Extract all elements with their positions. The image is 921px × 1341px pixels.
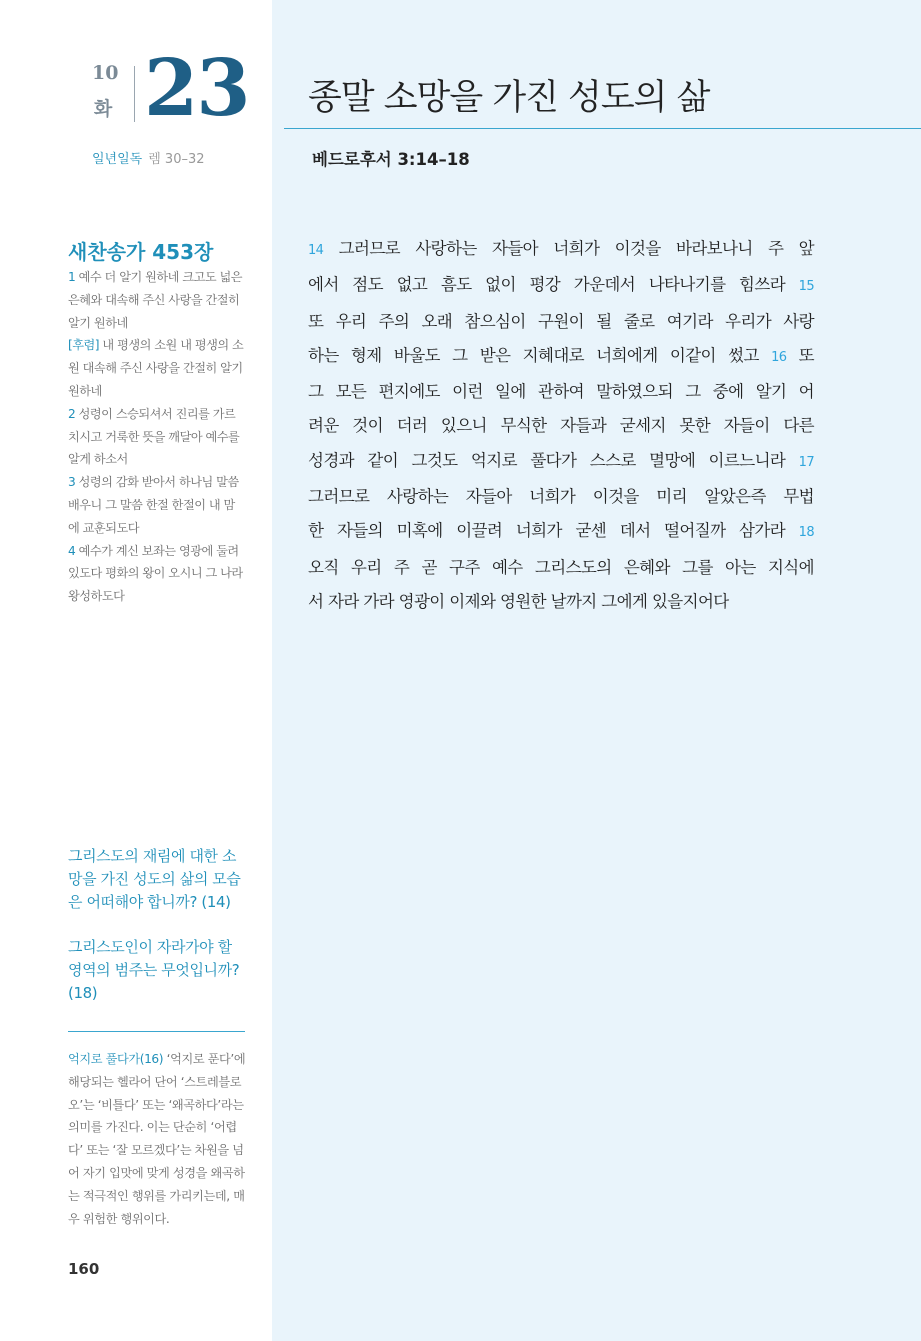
- verse-number: 18: [798, 525, 814, 541]
- hymn-verse: [68, 471, 246, 539]
- scripture-line: [308, 551, 814, 585]
- verse-text: 또 우리 주의 오래 참으심이 구원이 될 줄로 여기라 우리가 사랑: [308, 311, 814, 331]
- scripture-line: [308, 514, 814, 550]
- scripture-line: [308, 409, 814, 443]
- hymn-verse-text: 예수 더 알기 원하네 크고도 넓은 은혜와 대속해 주신 사랑을 간절히 알기 원하네: [68, 270, 243, 330]
- question: 그리스도의 재림에 대한 소망을 가진 성도의 삶의 모습은 어떠해야 합니까? (14): [68, 847, 241, 911]
- hymn-verse-number: 2: [68, 406, 76, 421]
- hymn-verse-text: 성령의 감화 받아서 하나님 말씀 배우니 그 말씀 한절 한절이 내 맘에 교훈되도다: [68, 475, 239, 535]
- verse-text: 하는 형제 바울도 그 받은 지혜대로 너희에게 이같이 썼고: [308, 345, 772, 365]
- hymn-verse-number: 3: [68, 475, 76, 490]
- scripture-text: [308, 232, 814, 619]
- verse-number: 14: [308, 243, 324, 258]
- verse-text: 한 자들의 미혹에 이끌려 너희가 굳센 데서 떨어질까 삼가라: [308, 521, 799, 541]
- verse-text: 그 모든 편지에도 이런 일에 관하여 말하였으되 그 중에 알기 어: [308, 382, 814, 402]
- hymn-title: 새찬송가 453장: [68, 240, 214, 264]
- scripture-line: [308, 375, 814, 409]
- note-divider: [68, 1031, 245, 1032]
- hymn-verse-number: [후렴]: [68, 338, 100, 353]
- word-note: [68, 1048, 246, 1230]
- question: 그리스도인이 자라가야 할 영역의 범주는 무엇입니까? (18): [68, 938, 240, 1002]
- month: 10: [92, 62, 119, 84]
- hymn-verse-text: 내 평생의 소원 내 평생의 소원 대속해 주신 사랑을 간절히 알기 원하네: [68, 338, 244, 398]
- reading-panel: [272, 0, 921, 1341]
- verse-number: 16: [771, 349, 787, 365]
- date-divider: [134, 66, 135, 122]
- hymn-verse: [68, 266, 246, 334]
- yearly-reading: [92, 148, 205, 167]
- note-term: 억지로 풀다가(16): [68, 1052, 164, 1066]
- scripture-line: [308, 585, 814, 619]
- verse-text: 그러므로 사랑하는 자들아 너희가 이것을 미리 알았은즉 무법: [308, 487, 814, 507]
- verse-text: 서 자라 가라 영광이 이제와 영원한 날까지 그에게 있을지어다: [308, 591, 729, 611]
- day: 23: [144, 43, 249, 134]
- verse-text: 그러므로 사랑하는 자들아 너희가 이것을 바라보나니 주 앞: [323, 239, 814, 258]
- verse-text: 또: [786, 345, 814, 365]
- sidebar: [0, 0, 272, 1341]
- scripture-line: [308, 232, 814, 268]
- verse-text: 성경과 같이 그것도 억지로 풀다가 스스로 멸망에 이르느니라: [308, 450, 799, 470]
- title-divider: [284, 128, 921, 129]
- verse-text: 오직 우리 주 곧 구주 예수 그리스도의 은혜와 그를 아는 지식에: [308, 557, 814, 577]
- date-block: [92, 43, 252, 134]
- note-text: ‘억지로 푼다’에 해당되는 헬라어 단어 ‘스트레블로오’는 ‘비틀다’ 또는 ‘왜곡하다’라는 의미를 가진다. 이는 단순히 ‘어렵다’ 또는 ‘잘 모르겠다’는 차원을 넘어 자기 입맛에 맞게 성경을 왜곡하는 적극적인 행위를 가리키는데, 매우 위험한 행위이다.: [68, 1052, 246, 1226]
- weekday: 화: [93, 98, 113, 120]
- hymn-verse: [68, 540, 246, 608]
- verse-number: 17: [798, 454, 814, 470]
- scripture-line: [308, 268, 814, 304]
- hymn-verse-text: 성령이 스승되셔서 진리를 가르치시고 거룩한 뜻을 깨달아 예수를 알게 하소서: [68, 406, 240, 467]
- hymn-verse: [68, 334, 246, 402]
- passage-reference: 베드로후서 3:14–18: [312, 150, 470, 169]
- page-title: 종말 소망을 가진 성도의 삶: [308, 78, 710, 118]
- scripture-line: [308, 480, 814, 514]
- verse-number: 15: [798, 279, 814, 295]
- scripture-line: [308, 305, 814, 339]
- yearly-reading-label: 일년일독: [92, 152, 143, 167]
- hymn-verse-number: 4: [68, 543, 76, 558]
- hymn-verse: [68, 403, 246, 471]
- verse-text: 려운 것이 더러 있으니 무식한 자들과 굳세지 못한 자들이 다른: [308, 416, 814, 436]
- hymn-verse-text: 예수가 계신 보좌는 영광에 둘려 있도다 평화의 왕이 오시니 그 나라 왕성하도다: [68, 543, 243, 604]
- scripture-line: [308, 444, 814, 480]
- meditation-questions: [68, 845, 246, 1027]
- page-number: 160: [68, 1260, 100, 1278]
- hymn-verse-number: 1: [68, 270, 76, 284]
- yearly-reading-value: 렘 30–32: [148, 152, 205, 167]
- verse-text: 에서 점도 없고 흠도 없이 평강 가운데서 나타나기를 힘쓰라: [308, 275, 799, 295]
- hymn-lyrics: [68, 266, 246, 608]
- scripture-line: [308, 339, 814, 375]
